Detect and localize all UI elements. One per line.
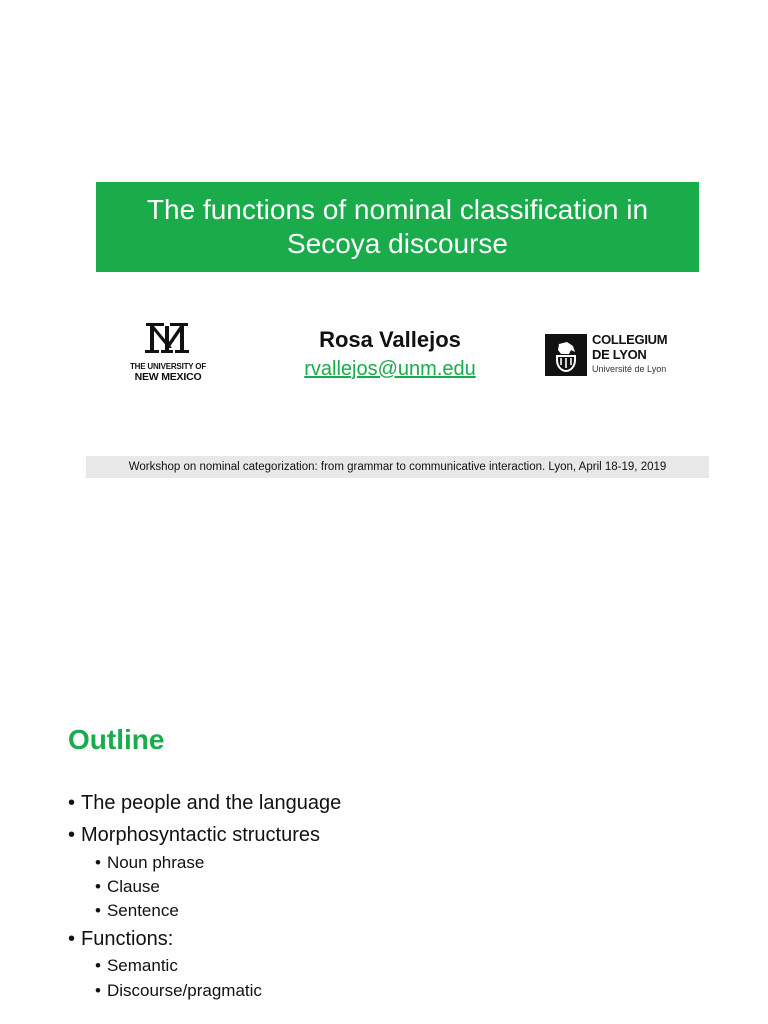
outline-item (68, 928, 173, 951)
outline-subitem (95, 853, 204, 873)
outline-subitem (95, 981, 262, 1001)
outline-item-text: Functions: (81, 928, 174, 950)
outline-subitem-text: Clause (106, 877, 160, 896)
workshop-note: Workshop on nominal categorization: from grammar to communicative interaction. Lyon, April 18-19, 2019 (86, 456, 709, 478)
bullet-icon: • (68, 928, 76, 950)
outline-subitem-text: Sentence (106, 901, 179, 920)
outline-heading: Outline (68, 724, 165, 755)
collegium-de-lyon-logo (545, 332, 685, 376)
title-banner (96, 182, 699, 272)
outline-subitem (95, 956, 178, 976)
bullet-icon: • (95, 901, 101, 920)
unm-monogram-icon (142, 322, 192, 356)
outline-subitem-text: Noun phrase (106, 853, 205, 872)
collegium-line-2: DE LYON (592, 347, 647, 362)
unm-logo-line-1: THE UNIVERSITY OF (129, 362, 207, 371)
collegium-lion-emblem-icon (545, 334, 587, 376)
bullet-icon: • (95, 956, 101, 975)
author-email-link[interactable]: rvallejos@unm.edu (304, 358, 476, 380)
bullet-icon: • (68, 792, 76, 814)
bullet-icon: • (68, 824, 76, 846)
outline-item (68, 792, 341, 815)
outline-subitem-text: Discourse/pragmatic (106, 981, 262, 1000)
bullet-icon: • (95, 853, 101, 872)
outline-item-text: Morphosyntactic structures (81, 824, 320, 846)
unm-logo (118, 322, 218, 384)
unm-logo-line-2: NEW MEXICO (134, 371, 202, 383)
collegium-line-1: COLLEGIUM (592, 332, 668, 347)
title-line-2: Secoya discourse (286, 228, 508, 259)
outline-subitem (95, 901, 179, 921)
outline-item-text: The people and the language (81, 792, 342, 814)
bullet-icon: • (95, 981, 101, 1000)
outline-item (68, 824, 320, 847)
author-name: Rosa Vallejos (319, 327, 461, 352)
collegium-line-3: Université de Lyon (592, 364, 667, 374)
outline-subitem-text: Semantic (106, 956, 178, 975)
bullet-icon: • (95, 877, 101, 896)
title-line-1: The functions of nominal classification in (146, 194, 649, 225)
outline-subitem (95, 877, 160, 897)
